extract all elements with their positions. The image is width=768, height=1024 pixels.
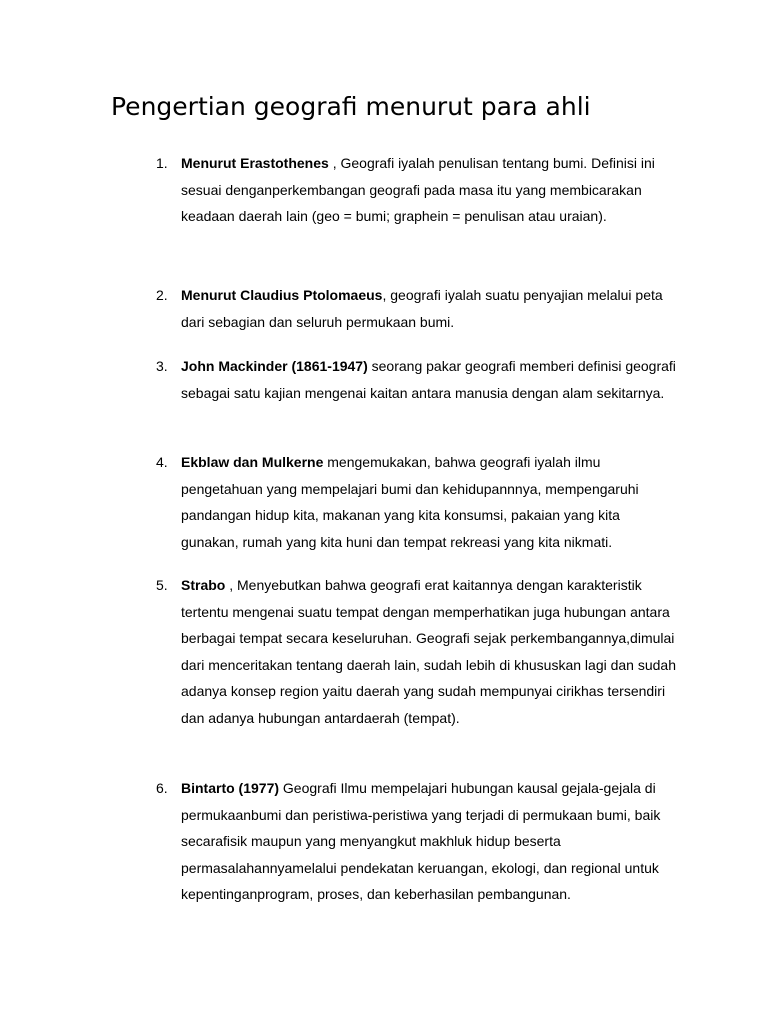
expert-name: Menurut Claudius Ptolomaeus	[181, 287, 383, 303]
list-item-number: 6.	[156, 780, 168, 796]
list-item-number: 4.	[156, 454, 168, 470]
list-item-number: 3.	[156, 358, 168, 374]
expert-name: Ekblaw dan Mulkerne	[181, 454, 324, 470]
list-item-number: 1.	[156, 155, 168, 171]
definition-text: seorang pakar geografi memberi definisi geografi sebagai satu kajian mengenai kaitan antara manusia dengan alam sekitarnya.	[181, 358, 676, 401]
list-item-number: 5.	[156, 577, 168, 593]
list-item-body	[181, 150, 681, 230]
list-item-body	[181, 775, 681, 908]
list-item-number: 2.	[156, 287, 168, 303]
list-item-body	[181, 282, 681, 335]
definition-text: mengemukakan, bahwa geografi iyalah ilmu pengetahuan yang mempelajari bumi dan kehidupannnya, mempengaruhi pandangan hidup kita, makanan yang kita konsumsi, pakaian yang kita gunakan, rumah yang kita huni dan tempat rekreasi yang kita nikmati.	[181, 454, 639, 550]
expert-name: Bintarto (1977)	[181, 780, 280, 796]
expert-name: John Mackinder (1861-1947)	[181, 358, 368, 374]
list-item-body	[181, 449, 681, 555]
definition-text: Geografi Ilmu mempelajari hubungan kausal gejala-gejala di permukaanbumi dan peristiwa-peristiwa yang terjadi di permukaan bumi, baik secarafisik maupun yang menyangkut makhluk hidup beserta permasalahannyamelalui pendekatan keruangan, ekologi, dan regional untuk kepentinganprogram, proses, dan keberhasilan pembangunan.	[181, 780, 661, 902]
definition-text: , geografi iyalah suatu penyajian melalui peta dari sebagian dan seluruh permukaan bumi.	[181, 287, 663, 330]
definition-text: , Menyebutkan bahwa geografi erat kaitannya dengan karakteristik tertentu mengenai suatu tempat dengan memperhatikan juga hubungan antara berbagai tempat secara keseluruhan. Geografi sejak perkembangannya,dimulai dari menceritakan tentang daerah lain, sudah lebih di khususkan lagi dan sudah adanya konsep region yaitu daerah yang sudah mempunyai cirikhas tersendiri dan adanya hubungan antardaerah (tempat).	[181, 577, 677, 726]
list-item-body	[181, 572, 681, 731]
expert-name: Menurut Erastothenes	[181, 155, 329, 171]
expert-name: Strabo	[181, 577, 226, 593]
definition-text: , Geografi iyalah penulisan tentang bumi. Definisi ini sesuai denganperkembangan geografi pada masa itu yang membicarakan keadaan daerah lain (geo = bumi; graphein = penulisan atau uraian).	[181, 155, 655, 224]
page-title: Pengertian geografi menurut para ahli	[111, 92, 591, 121]
list-item-body	[181, 353, 681, 406]
